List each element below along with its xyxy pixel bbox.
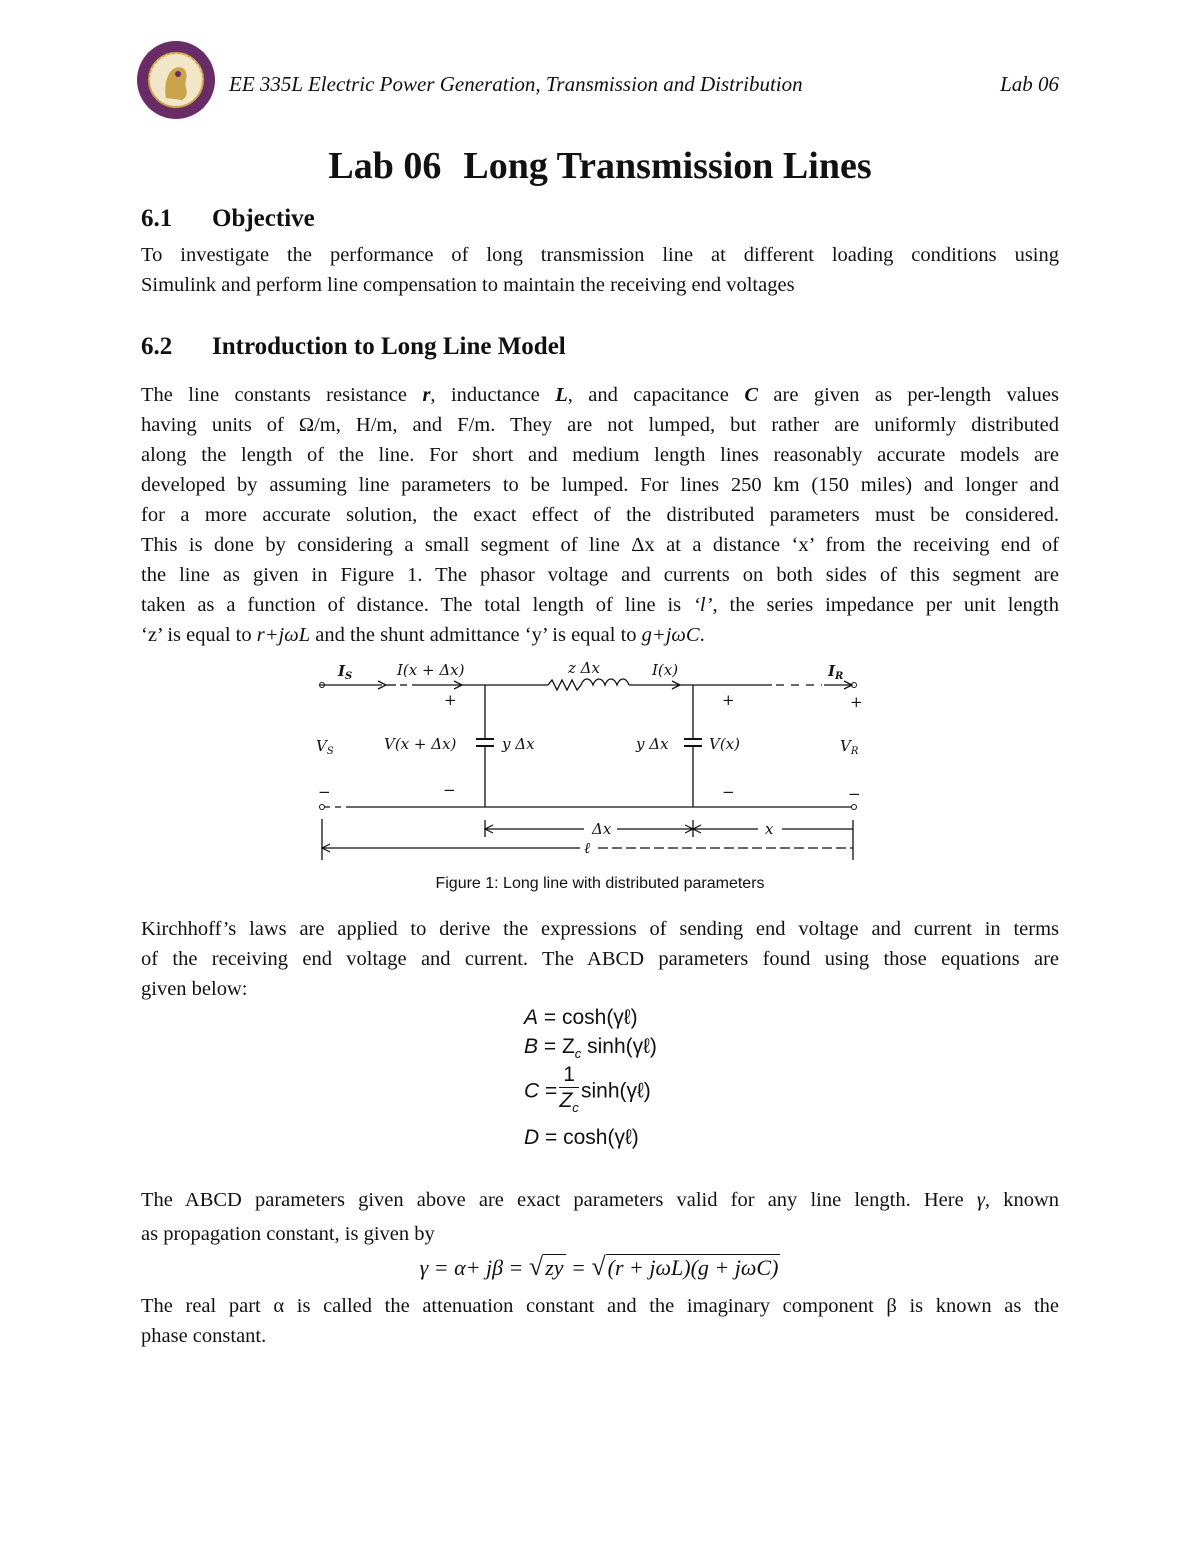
text-line: given below:	[141, 978, 248, 1000]
label-vx-dx: V(x + Δx)	[384, 735, 457, 753]
text-line: To investigate the performance of long transmission line at different loading conditions using	[141, 244, 1059, 266]
text-line: taken as a function of distance. The total length of line is ‘l’, the series impedance per unit length	[141, 594, 1059, 616]
section-number: 6.2	[141, 333, 173, 360]
label-ir: $I_R$	[828, 662, 844, 682]
text-line: ‘z’ is equal to r+jωL and the shunt admittance ‘y’ is equal to g+jωC.	[141, 624, 705, 646]
label-y-dx-left: y Δx	[502, 735, 535, 753]
label-plus: +	[444, 691, 457, 709]
label-minus: −	[848, 785, 861, 803]
label-vs: $V_S$	[316, 737, 334, 757]
text-line: Kirchhoff’s laws are applied to derive the expressions of sending end voltage and current in terms	[141, 918, 1059, 940]
label-minus: −	[318, 783, 331, 801]
text-line: The real part α is called the attenuation constant and the imaginary component β is known as the	[141, 1295, 1059, 1317]
text-line: The ABCD parameters given above are exact parameters valid for any line length. Here γ, known	[141, 1189, 1060, 1211]
text-line: the line as given in Figure 1. The phasor voltage and currents on both sides of this segment are	[141, 564, 1059, 586]
label-length: ℓ	[584, 839, 591, 857]
closing-paragraph	[141, 1291, 1059, 1351]
label-ix: I(x)	[652, 661, 679, 679]
text-line: as propagation constant, is given by	[141, 1223, 435, 1245]
label-vr: $V_R$	[840, 737, 859, 757]
text-line: for a more accurate solution, the exact effect of the distributed parameters must be considered.	[141, 504, 1059, 526]
section-heading-objective	[141, 205, 315, 233]
text-line: having units of Ω/m, H/m, and F/m. They are not lumped, but rather are uniformly distributed	[141, 414, 1059, 436]
introduction-paragraph	[141, 380, 1059, 650]
equation-d: D = cosh(γℓ)	[524, 1126, 639, 1149]
label-plus: +	[722, 691, 735, 709]
section-heading-introduction	[141, 333, 566, 361]
label-is: $I_S$	[338, 662, 353, 682]
equation-c: C = $\frac{1}{Z_c}$ sinh(γℓ)	[524, 1063, 651, 1116]
text-line: along the length of the line. For short and medium length lines reasonably accurate models are	[141, 444, 1059, 466]
text-line: Simulink and perform line compensation to maintain the receiving end voltages	[141, 274, 795, 296]
text-line: phase constant.	[141, 1325, 267, 1347]
objective-paragraph	[141, 240, 1059, 300]
label-vx: V(x)	[709, 735, 740, 753]
label-minus: −	[722, 783, 735, 801]
lab-number-header: Lab 06	[1000, 72, 1059, 96]
section-number: 6.1	[141, 205, 173, 232]
label-y-dx-right: y Δx	[636, 735, 669, 753]
label-minus: −	[443, 781, 456, 799]
title-name: Long Transmission Lines	[463, 145, 872, 187]
page-title	[0, 144, 1200, 188]
figure-caption: Figure 1: Long line with distributed parameters	[435, 875, 765, 892]
title-number: Lab 06	[328, 145, 442, 187]
long-line-circuit-diagram	[312, 657, 888, 869]
label-ix-dx: I(x + Δx)	[397, 661, 465, 679]
text-line: The line constants resistance r, inductance L, and capacitance C are given as per-length values	[141, 384, 1059, 406]
section-title: Introduction to Long Line Model	[212, 333, 566, 360]
label-x: x	[765, 820, 774, 838]
university-seal-logo	[136, 40, 216, 120]
section-title: Objective	[212, 205, 315, 232]
label-plus: +	[850, 693, 863, 711]
label-z-dx: z Δx	[568, 659, 600, 677]
label-dx: Δx	[592, 820, 612, 838]
equation-b: $B = Z_c$ sinh(γℓ)	[524, 1035, 657, 1062]
text-line: developed by assuming line parameters to be lumped. For lines 250 km (150 miles) and longer and	[141, 474, 1059, 496]
text-line: of the receiving end voltage and current. The ABCD parameters found using those equations are	[141, 948, 1059, 970]
abcd-paragraph	[141, 1185, 1059, 1249]
kirchhoff-paragraph	[141, 914, 1059, 1004]
course-title: EE 335L Electric Power Generation, Transmission and Distribution	[229, 72, 803, 96]
propagation-constant-equation: γ = α+ jβ = √zy = √(r + jωL)(g + jωC)	[419, 1252, 779, 1281]
text-line: This is done by considering a small segment of line Δx at a distance ‘x’ from the receiving end of	[141, 534, 1059, 556]
equation-a: A = cosh(γℓ)	[524, 1006, 638, 1029]
